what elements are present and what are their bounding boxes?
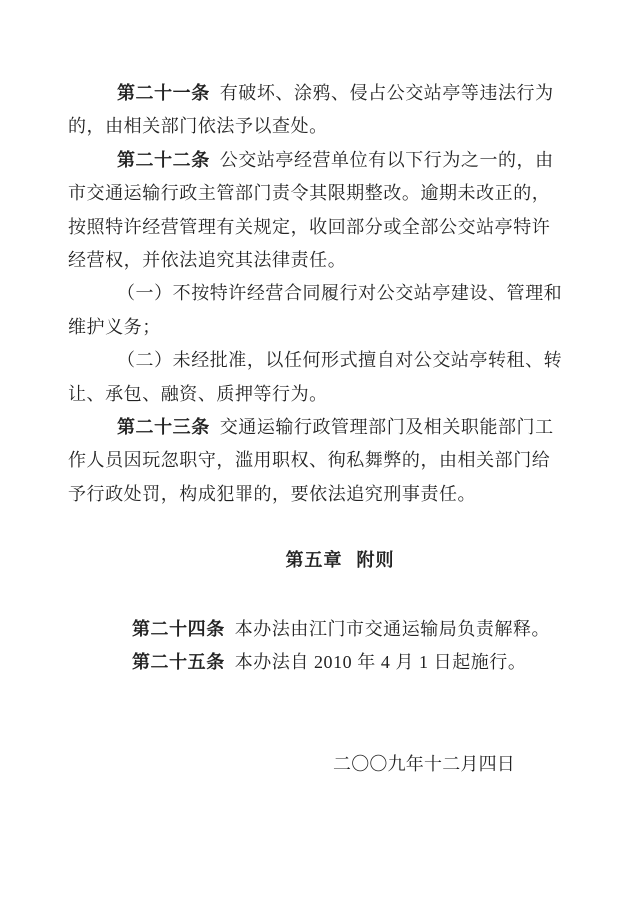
body-line [68,613,552,646]
line-text: 的，由相关部门依法予以查处。 [68,116,328,137]
list-item-line [68,277,563,310]
line-text: 按照特许经营管理有关规定，收回部分或全部公交站亭特许 [68,216,551,237]
body-line [68,244,552,277]
chapter-title: 附则 [356,550,395,571]
body-line [68,411,552,444]
body-line [68,144,552,177]
body-line [68,478,552,511]
article-number: 第二十三条 [117,417,210,438]
chapter-heading [68,544,552,577]
chapter-number: 第五章 [285,550,343,571]
body-line [68,77,552,110]
line-text: 经营权，并依法追究其法律责任。 [68,250,347,271]
article-number: 第二十四条 [132,618,225,639]
line-text: （一）不按特许经营合同履行对公交站亭建设、管理和 [117,283,563,304]
line-text: 交通运输行政管理部门及相关职能部门工 [219,417,554,438]
line-text: 公交站亭经营单位有以下行为之一的，由 [219,149,554,170]
line-text: （二）未经批准，以任何形式擅自对公交站亭转租、转 [117,350,563,371]
line-text: 有破坏、涂鸦、侵占公交站亭等违法行为 [219,83,554,103]
line-text: 予行政处罚，构成犯罪的，要依法追究刑事责任。 [68,483,477,504]
article-number: 第二十五条 [132,652,225,673]
line-text: 市交通运输行政主管部门责令其限期整改。逾期未改正的， [68,183,551,204]
line-text: 让、承包、融资、质押等行为。 [68,383,328,404]
body-line [68,646,552,679]
line-text: 作人员因玩忽职守，滥用职权、徇私舞弊的，由相关部门给 [68,450,551,471]
list-item-line [68,344,563,377]
body-line [68,110,552,143]
line-text: 维护义务； [68,316,161,337]
article-number: 第二十一条 [117,83,210,103]
body-line [68,211,552,244]
signature-date: 二〇〇九年十二月四日 [333,753,515,774]
list-item-line [68,311,552,344]
body-line [68,444,552,477]
article-number: 第二十二条 [117,149,210,170]
body-line [68,177,552,210]
line-text: 本办法由江门市交通运输局负责解释。 [234,618,551,639]
line-text: 本办法自 2010 年 4 月 1 日起施行。 [234,652,527,673]
list-item-line [68,378,552,411]
